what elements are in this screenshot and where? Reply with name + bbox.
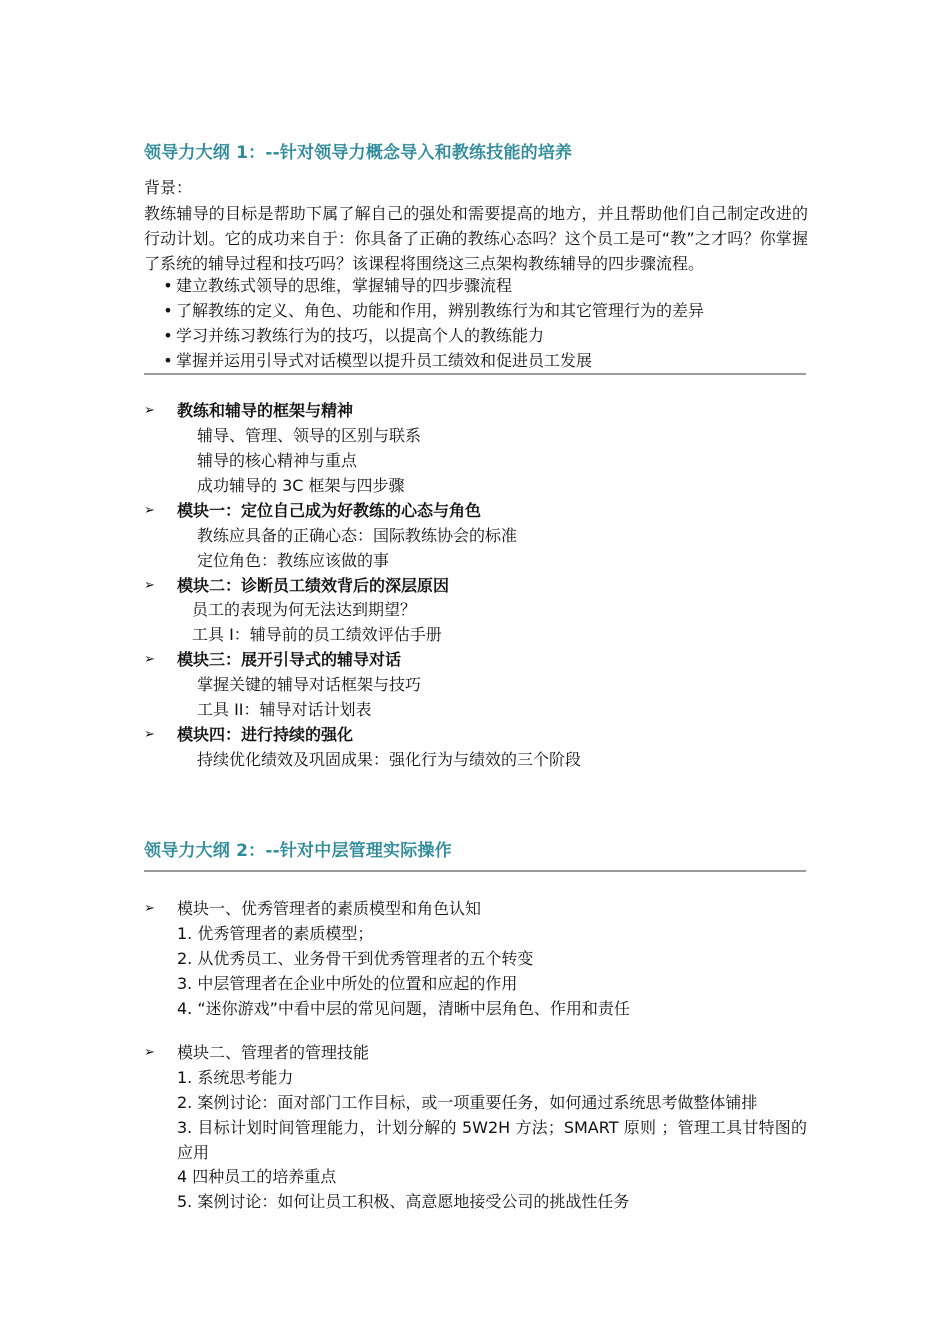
module-heading: 教练和辅导的框架与精神: [177, 401, 354, 420]
module-item: 成功辅导的 3C 框架与四步骤: [197, 476, 405, 495]
module-heading: 模块一、优秀管理者的素质模型和角色认知: [177, 899, 482, 918]
bullet-text: 建立教练式领导的思维，掌握辅导的四步骤流程: [176, 276, 513, 295]
module-item: 工具 II：辅导对话计划表: [197, 700, 372, 719]
background-label: 背景：: [144, 178, 193, 197]
divider: [144, 373, 806, 375]
arrow-bullet-icon: ➢: [144, 1045, 155, 1060]
bullet-item: [160, 324, 544, 348]
arrow-bullet-icon: ➢: [144, 403, 155, 418]
module-item: 3. 中层管理者在企业中所处的位置和应起的作用: [177, 974, 518, 993]
module-item: 教练应具备的正确心态：国际教练协会的标准: [197, 526, 518, 545]
section2-title: 领导力大纲 2：--针对中层管理实际操作: [144, 841, 452, 861]
module-item: 持续优化绩效及巩固成果：强化行为与绩效的三个阶段: [197, 750, 582, 769]
module-heading: 模块三：展开引导式的辅导对话: [177, 650, 402, 669]
arrow-bullet-icon: ➢: [144, 503, 155, 518]
module-heading: 模块二：诊断员工绩效背后的深层原因: [177, 576, 450, 595]
module-item: 员工的表现为何无法达到期望？: [192, 600, 417, 619]
arrow-bullet-icon: ➢: [144, 652, 155, 667]
arrow-bullet-icon: ➢: [144, 578, 155, 593]
background-text: 教练辅导的目标是帮助下属了解自己的强处和需要提高的地方，并且帮助他们自己制定改进的行动计划。它的成功来自于：你具备了正确的教练心态吗？这个员工是可“教”之才吗？你掌握了系统的辅导过程和技巧吗？该课程将围绕这三点架构教练辅导的四步骤流程。: [144, 204, 808, 273]
arrow-bullet-icon: ➢: [144, 901, 155, 916]
bullet-dot-icon: •: [163, 326, 173, 345]
divider: [144, 870, 806, 872]
bullet-dot-icon: •: [163, 276, 173, 295]
module-item: 工具 I：辅导前的员工绩效评估手册: [192, 625, 442, 644]
arrow-bullet-icon: ➢: [144, 727, 155, 742]
module-item: 5. 案例讨论：如何让员工积极、高意愿地接受公司的挑战性任务: [177, 1192, 630, 1211]
module-item: 2. 案例讨论：面对部门工作目标，或一项重要任务，如何通过系统思考做整体铺排: [177, 1093, 758, 1112]
module-item: 3. 目标计划时间管理能力，计划分解的 5W2H 方法；SMART 原则 ；管理工具甘特图的应用: [177, 1118, 807, 1162]
module-item: 2. 从优秀员工、业务骨干到优秀管理者的五个转变: [177, 949, 534, 968]
module-item: 辅导的核心精神与重点: [197, 451, 358, 470]
bullet-dot-icon: •: [163, 301, 173, 320]
module-heading: 模块二、管理者的管理技能: [177, 1043, 370, 1062]
bullet-dot-icon: •: [163, 351, 173, 370]
module-item: 定位角色：教练应该做的事: [197, 551, 390, 570]
bullet-item: [160, 274, 512, 298]
bullet-item: [160, 299, 704, 323]
bullet-item: [160, 349, 592, 373]
module-item: 1. 优秀管理者的素质模型；: [177, 924, 374, 943]
bullet-text: 学习并练习教练行为的技巧，以提高个人的教练能力: [176, 326, 545, 345]
module-heading: 模块一：定位自己成为好教练的心态与角色: [177, 501, 482, 520]
bullet-text: 掌握并运用引导式对话模型以提升员工绩效和促进员工发展: [176, 351, 593, 370]
module-item: 1. 系统思考能力: [177, 1068, 294, 1087]
module-item: 4. “迷你游戏”中看中层的常见问题，清晰中层角色、作用和责任: [177, 999, 630, 1018]
bullet-text: 了解教练的定义、角色、功能和作用，辨别教练行为和其它管理行为的差异: [176, 301, 705, 320]
module-item: 4 四种员工的培养重点: [177, 1167, 337, 1186]
section1-title: 领导力大纲 1：--针对领导力概念导入和教练技能的培养: [144, 143, 573, 163]
module-item: 掌握关键的辅导对话框架与技巧: [197, 675, 422, 694]
module-heading: 模块四：进行持续的强化: [177, 725, 354, 744]
module-item: 辅导、管理、领导的区别与联系: [197, 426, 422, 445]
